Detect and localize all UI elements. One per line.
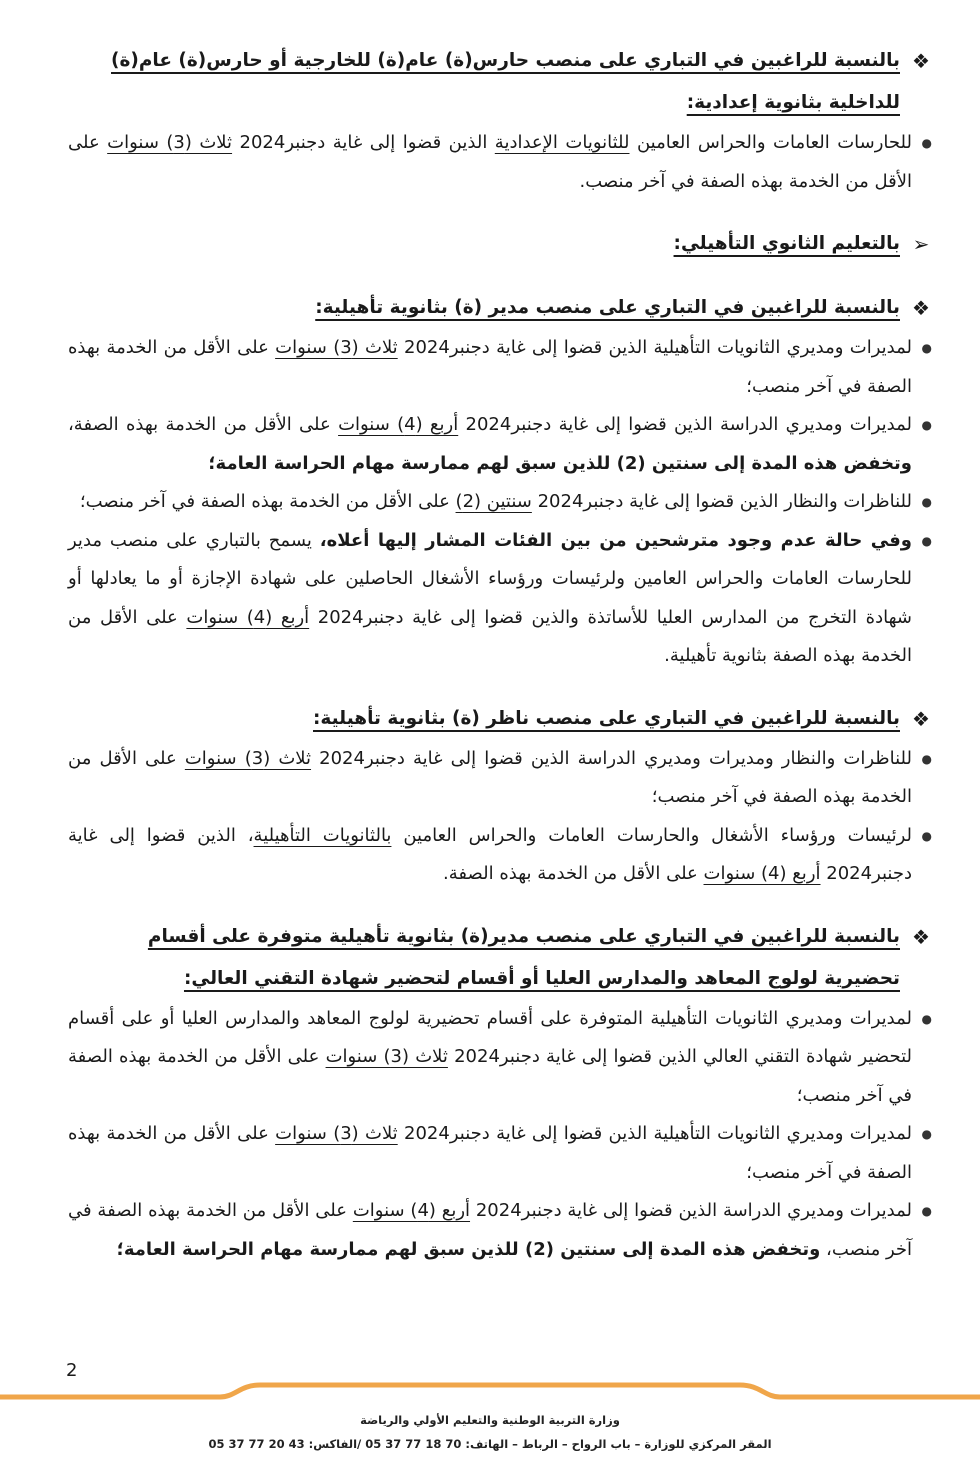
item-text: لمديرات ومديري الثانويات التأهيلية الذين قضوا إلى غاية دجنبر2024 ثلاث (3) سنوات على الأقل من الخدمة بهذه الصفة في آخر منصب؛ [68,1123,912,1183]
ministry-address: المقر المركزي للوزارة – باب الرواح – الرباط – الهاتف: 70 18 77 37 05 /الفاكس: 43 20 77 37 05 [208,1437,772,1451]
item-text: للناظرات والنظار ومديرات ومديري الدراسة الذين قضوا إلى غاية دجنبر2024 ثلاث (3) سنوات على الأقل من الخدمة بهذه الصفة في آخر منصب؛ [68,747,912,807]
item-text: للناظرات والنظار الذين قضوا إلى غاية دجنبر2024 سنتين (2) على الأقل من الخدمة بهذه الصفة في آخر منصب؛ [79,491,912,512]
bullet-icon: ● [921,418,932,432]
heading-text: بالتعليم الثانوي التأهيلي: [673,233,900,254]
bullet-icon: ● [921,1204,932,1218]
item-text: للحارسات العامات والحراس العامين للثانويات الإعدادية الذين قضوا إلى غاية دجنبر2024 ثلاث (3) سنوات على الأقل من الخدمة بهذه الصفة في آخر منصب. [68,132,912,192]
bullet-icon: ● [921,751,932,766]
list-item [68,817,932,894]
heading-text: بالنسبة للراغبين في التباري على منصب مدير (ة) بثانوية تأهيلية: [315,297,900,318]
item-text: وفي حالة عدم وجود مترشحين من بين الفئات المشار إليها أعلاه، يسمح بالتباري على منصب مدير للحارسات العامات والحراس العامين ولرئيسات ورؤساء الأشغال الحاصلين على شهادة الإجازة أو ما يعادلها أو شهادة التخرج من المدارس العليا للأساتذة والذين قضوا إلى غاية دجنبر2024 أربع (4) سنوات على الأقل من الخدمة بهذه الصفة بثانوية تأهيلية. [68,529,912,666]
item-text: لمديرات ومديري الثانويات التأهيلية الذين قضوا إلى غاية دجنبر2024 ثلاث (3) سنوات على الأقل من الخدمة بهذه الصفة في آخر منصب؛ [68,337,912,397]
heading-text: بالنسبة للراغبين في التباري على منصب حارس(ة) عام(ة) للخارجية أو حارس(ة) عام(ة) للداخلية بثانوية إعدادية: [111,50,900,113]
diamond-bullet-icon: ❖ [912,49,930,73]
criteria-list [68,1000,932,1270]
heading-text: بالنسبة للراغبين في التباري على منصب ناظر (ة) بثانوية تأهيلية: [313,707,900,729]
list-item [68,522,932,676]
diamond-bullet-icon: ❖ [912,296,930,320]
item-text: لمديرات ومديري الدراسة الذين قضوا إلى غاية دجنبر2024 أربع (4) سنوات على الأقل من الخدمة بهذه الصفة في آخر منصب، وتخفض هذه المدة إلى سنتين (2) للذين سبق لهم ممارسة مهام الحراسة العامة؛ [68,1200,912,1260]
list-item [68,1192,932,1269]
list-item [68,483,932,522]
section-heading [68,287,932,329]
heading-text: بالنسبة للراغبين في التباري على منصب مدير(ة) بثانوية تأهيلية متوفرة على أقسام تحضيرية لولوج المعاهد والمدارس العليا أو أقسام لتحضير شهادة التقني العالي: [147,925,900,989]
item-text: لرئيسات ورؤساء الأشغال والحارسات العامات والحراس العامين بالثانويات التأهيلية، الذين قضوا إلى غاية دجنبر2024 أربع (4) سنوات على الأقل من الخدمة بهذه الصفة. [68,824,912,884]
section-heading [68,698,932,740]
bullet-icon: ● [921,1011,932,1026]
bullet-icon: ● [921,533,932,548]
section-heading [68,40,932,124]
bullet-icon: ● [921,828,932,843]
criteria-list [68,329,932,676]
footer-wave-line [0,1385,980,1397]
section-heading [68,916,932,1000]
list-item [68,329,932,406]
list-item [68,124,932,201]
bullet-icon: ● [921,341,932,355]
item-text: لمديرات ومديري الثانويات التأهيلية المتوفرة على أقسام تحضيرية لولوج المعاهد والمدارس العليا أو على أقسام لتحضير شهادة التقني العالي الذين قضوا إلى غاية دجنبر2024 ثلاث (3) سنوات على الأقل من الخدمة بهذه الصفة في آخر منصب؛ [68,1007,912,1106]
section-director-qualifying [68,287,932,676]
section-level-secondary-qualifying [68,223,932,265]
list-item [68,1000,932,1116]
page-number: 2 [66,1360,78,1381]
bullet-icon: ● [921,495,932,509]
bullet-icon: ● [921,1127,932,1141]
arrow-bullet-icon: ➢ [912,232,930,256]
criteria-list [68,124,932,201]
footer [0,1408,980,1456]
section-guard-middle-school [68,40,932,201]
section-supervisor-qualifying [68,698,932,894]
bullet-icon: ● [921,136,932,150]
ministry-name: وزارة التربية الوطنية والتعليم الأولي والرياضة [360,1413,620,1427]
list-item [68,406,932,483]
section-director-prep-classes [68,916,932,1270]
criteria-list [68,740,932,894]
level-heading [68,223,932,265]
document-body [68,40,932,1291]
diamond-bullet-icon: ❖ [912,706,930,731]
diamond-bullet-icon: ❖ [912,924,930,949]
list-item [68,740,932,817]
list-item [68,1115,932,1192]
item-text: لمديرات ومديري الدراسة الذين قضوا إلى غاية دجنبر2024 أربع (4) سنوات على الأقل من الخدمة بهذه الصفة، وتخفض هذه المدة إلى سنتين (2) للذين سبق لهم ممارسة مهام الحراسة العامة؛ [68,414,912,474]
